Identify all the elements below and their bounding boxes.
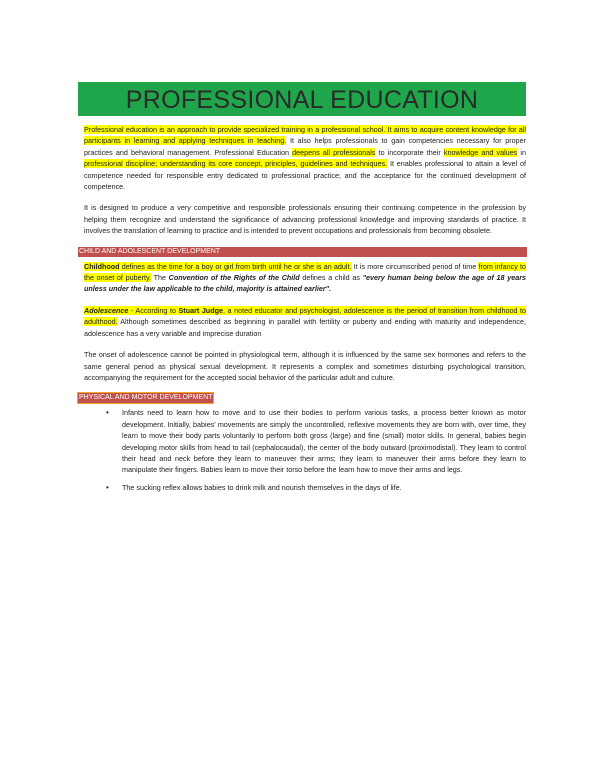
- highlight: deepens all professionals: [292, 147, 376, 157]
- child-definition: "every human being below the age of 18 years unless under the law applicable to the child, majority is attained earlier".: [84, 273, 526, 294]
- section-header-physical: [78, 393, 527, 403]
- paragraph-intro: [84, 124, 526, 192]
- text: to incorporate their: [375, 147, 444, 157]
- bullet-list: [84, 407, 526, 493]
- text: in: [517, 147, 526, 157]
- highlight: knowledge and values: [443, 147, 518, 157]
- section-label: PHYSICAL AND MOTOR DEVELOPMENT: [79, 394, 213, 402]
- list-item: [106, 407, 526, 475]
- text: - According to: [128, 305, 179, 315]
- text: It enables professional to attain a level of competence needed for responsible entry dedicated to professional practice; and the acceptance for the continued development of competence.: [84, 159, 526, 192]
- text: Although sometimes described as beginning in parallel with fertility or puberty and ending with maturity and independence, adolescence has a very variable and imprecise duration: [84, 317, 526, 338]
- page-title: PROFESSIONAL EDUCATION: [125, 86, 479, 114]
- document-body: [79, 124, 527, 499]
- section-label: CHILD AND ADOLESCENT DEVELOPMENT: [79, 247, 221, 255]
- paragraph-design: It is designed to produce a very competitive and responsible professionals ensuring their continuing competence in the profession by helping them recognize and understand the significance of advancing professional knowledge and improving standards of practice. It involves the translation of learning to practice and is intended to prevent occupations and professionals from becoming obsolete.: [84, 203, 526, 236]
- convention-title: Convention of the Rights of the Child: [168, 273, 300, 283]
- text: The: [151, 273, 169, 283]
- paragraph-childhood: [84, 261, 526, 295]
- author-name: Stuart Judge: [178, 305, 223, 315]
- text: It also helps professionals to gain competencies necessary for proper practices and behavioral management. Professional Education: [84, 136, 526, 157]
- text: defines as the time for a boy or girl from birth until he or she is an adult.: [119, 261, 352, 271]
- bullet-icon: •: [106, 408, 109, 418]
- text: It is more circumscribed period of time: [351, 261, 479, 271]
- paragraph-adolescence: [84, 305, 526, 339]
- highlight: Professional education is an approach to provide specialized training in a professional school. It aims to acquire content knowledge for all participants in learning and applying techniques in teaching.: [84, 125, 526, 146]
- highlight: professional discipline; understanding its core concept, principles, guidelines and techniques.: [84, 159, 388, 169]
- bullet-icon: •: [106, 482, 109, 492]
- list-item-text: Infants need to learn how to move and to use their bodies to perform various tasks, a process better known as motor development. Initially, babies' movements are simply the uncontrolled, reflexive movements they are born with, over time, they learn to move their body parts voluntarily to perform both gross (large) and fine (small) motor skills. In general, babies begin developing motor skills from head to tail (cephalocaudal), the center of the body outward (proximodistal). They learn to control their head and neck before they learn to maneuver their arms; they learn to maneuver their arms before they learn to manipulate their fingers. Babies learn to move their torso before the learn how to move their arms and legs.: [122, 408, 526, 475]
- list-item: [106, 482, 526, 493]
- paragraph-onset: The onset of adolescence cannot be pointed in physiological term, although it is influenced by the same sex hormones and refers to the same general period as physical sexual development. It represents a complex and sometimes disturbing psychological transition, accompanying the requirement for the accepted social behavior of the particular adult and culture.: [84, 350, 526, 382]
- text: , a noted educator and psychologist, adolescence is the period of transition from childhood to adulthood.: [84, 305, 526, 327]
- list-item-text: The sucking reflex allows babies to drink milk and nourish themselves in the days of life.: [122, 482, 402, 492]
- section-header-child: [78, 247, 527, 257]
- term-adolescence: Adolescence: [84, 305, 129, 315]
- text: defines a child as: [299, 273, 363, 283]
- highlight: [84, 262, 352, 271]
- term-childhood: Childhood: [84, 261, 120, 271]
- highlight: from infancy to the onset of puberty.: [84, 261, 527, 283]
